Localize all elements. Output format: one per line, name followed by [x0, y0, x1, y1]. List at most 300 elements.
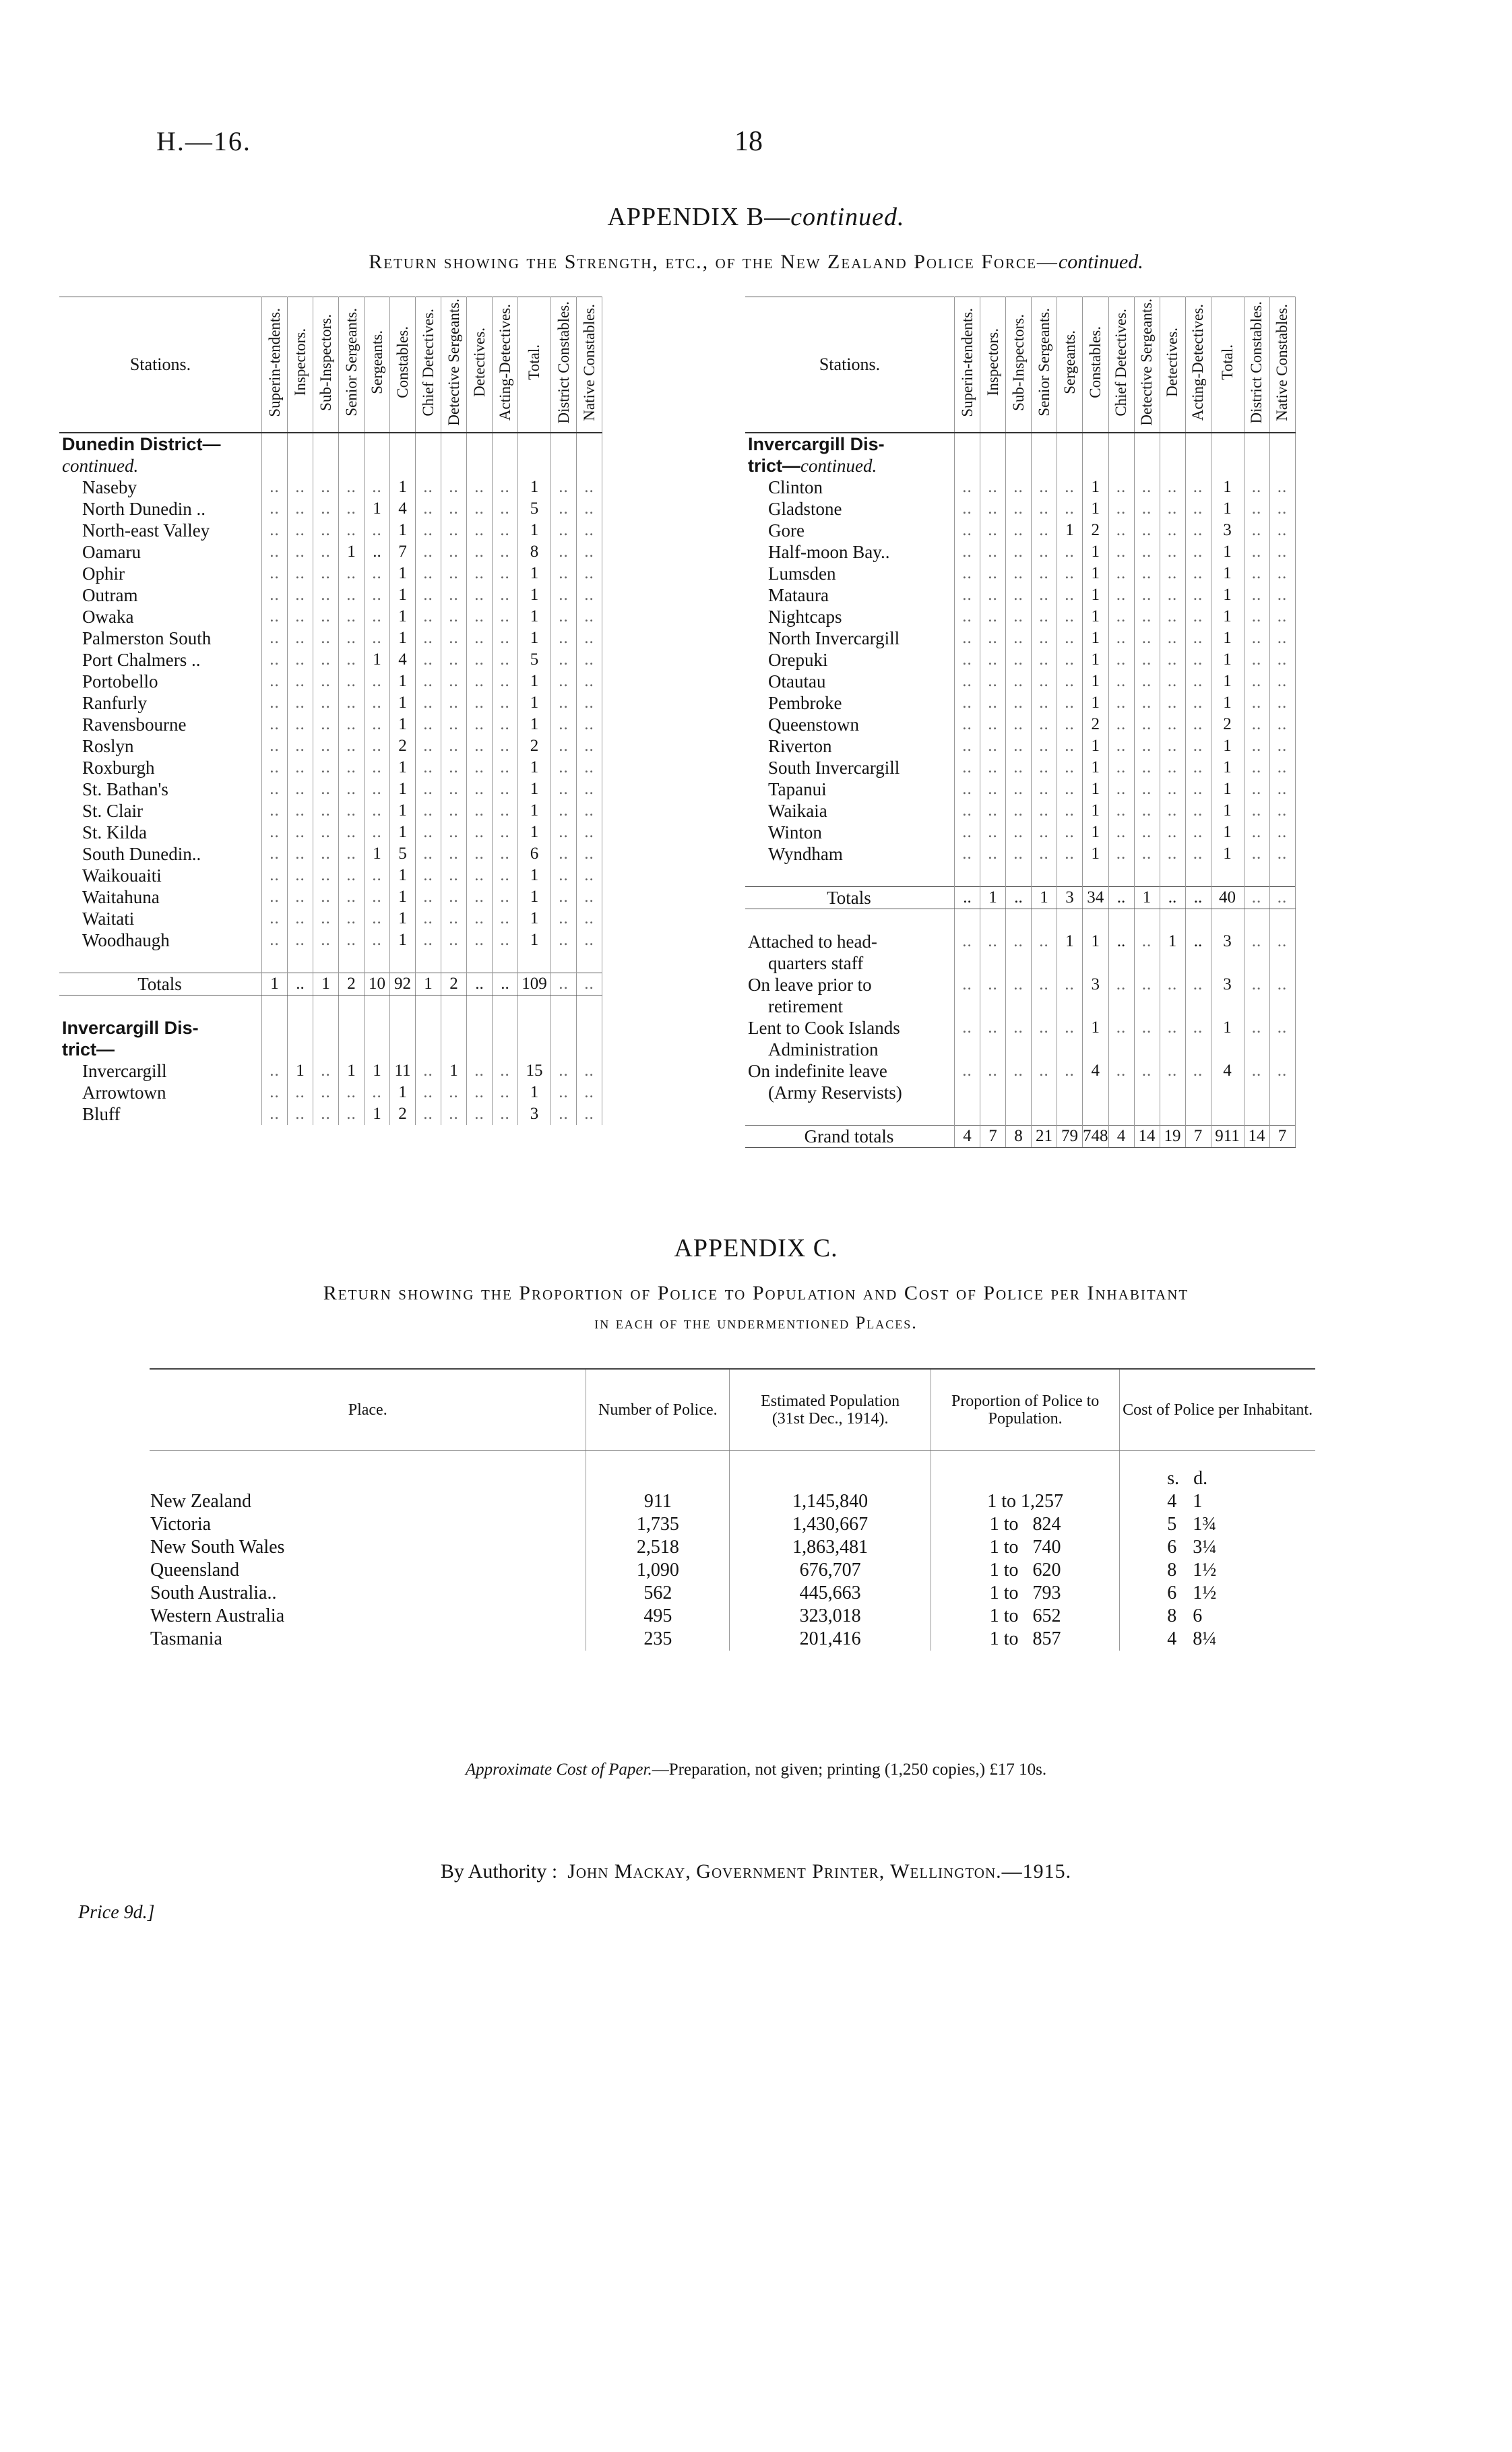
station-name: Arrowtown: [59, 1082, 262, 1103]
value-cell: ..: [1108, 1017, 1134, 1039]
value-cell: [1160, 1039, 1185, 1060]
value-cell: ..: [365, 584, 390, 606]
value-cell: ..: [1057, 735, 1083, 757]
table-row: [745, 477, 1295, 498]
value-cell: [1185, 455, 1211, 477]
value-cell: ..: [1134, 671, 1160, 692]
value-cell: ..: [1108, 757, 1134, 778]
pence: 1¾: [1193, 1514, 1217, 1535]
value-cell: [1083, 1039, 1109, 1060]
value-cell: [1185, 1039, 1211, 1060]
value-cell: [365, 995, 390, 1018]
unit-spacer: [730, 1451, 931, 1491]
value-cell: [262, 995, 288, 1018]
value-cell: [1057, 433, 1083, 455]
value-cell: ..: [1032, 498, 1057, 520]
value-cell: ..: [365, 714, 390, 735]
value-cell: [1134, 1039, 1160, 1060]
value-cell: ..: [467, 671, 493, 692]
value-cell: ..: [1032, 627, 1057, 649]
value-cell: [493, 455, 518, 477]
value-cell: ..: [577, 520, 602, 541]
value-cell: ..: [288, 541, 313, 563]
column-header: [1108, 297, 1134, 433]
value-cell: ..: [1108, 498, 1134, 520]
value-cell: ..: [416, 800, 441, 822]
value-cell: ..: [467, 649, 493, 671]
value-cell: ..: [1006, 606, 1032, 627]
value-cell: ..: [288, 714, 313, 735]
value-cell: ..: [467, 886, 493, 908]
header-row: [59, 297, 602, 433]
value-cell: 34: [1083, 887, 1109, 909]
value-cell: 1: [365, 498, 390, 520]
value-cell: ..: [980, 692, 1006, 714]
value-cell: ..: [577, 477, 602, 498]
strength-table-left: [59, 297, 602, 1125]
column-header-text: Acting-Detectives.: [1189, 303, 1206, 421]
document-code: H.—16.: [156, 126, 251, 156]
value-cell: ..: [1006, 671, 1032, 692]
value-cell: [441, 433, 467, 455]
value-cell: ..: [1057, 671, 1083, 692]
shillings: 6: [1167, 1537, 1177, 1558]
value-cell: ..: [441, 606, 467, 627]
value-cell: ..: [365, 735, 390, 757]
value-cell: ..: [493, 1082, 518, 1103]
value-cell: ..: [551, 1082, 577, 1103]
column-header: [1185, 297, 1211, 433]
table-row: [745, 931, 1295, 952]
appendix-b-return-text: Return showing the Strength, etc., of the New Zealand Police Force—: [369, 251, 1059, 273]
proportion-cell: 1 to 793: [931, 1582, 1120, 1605]
table-row: [59, 843, 602, 865]
table-row: [150, 1559, 1315, 1582]
value-cell: [1211, 952, 1244, 974]
value-cell: ..: [955, 931, 980, 952]
value-cell: ..: [980, 520, 1006, 541]
value-cell: 1: [390, 671, 416, 692]
value-cell: ..: [365, 692, 390, 714]
value-cell: [551, 455, 577, 477]
value-cell: 1: [390, 563, 416, 584]
column-header: [577, 297, 602, 433]
station-name: Half-moon Bay..: [745, 541, 955, 563]
station-name: Portobello: [59, 671, 262, 692]
value-cell: [441, 1039, 467, 1060]
value-cell: [493, 1017, 518, 1039]
cost-cell: [1120, 1605, 1315, 1628]
value-cell: [1134, 455, 1160, 477]
column-header-text: Chief Detectives.: [419, 308, 437, 417]
value-cell: ..: [339, 822, 365, 843]
table-row: [59, 541, 602, 563]
value-cell: ..: [1057, 800, 1083, 822]
value-cell: [1083, 865, 1109, 887]
pence: 1½: [1193, 1560, 1217, 1581]
value-cell: ..: [1006, 1060, 1032, 1082]
table-row: [59, 778, 602, 800]
value-cell: ..: [493, 973, 518, 995]
value-cell: [1134, 995, 1160, 1017]
value-cell: [1269, 1082, 1295, 1103]
value-cell: ..: [467, 843, 493, 865]
value-cell: [262, 951, 288, 973]
value-cell: [416, 1039, 441, 1060]
value-cell: ..: [262, 692, 288, 714]
value-cell: ..: [980, 1060, 1006, 1082]
value-cell: ..: [467, 865, 493, 886]
value-cell: ..: [288, 843, 313, 865]
column-header: [1244, 297, 1269, 433]
column-header-text: Native Constables.: [580, 303, 598, 421]
value-cell: [1211, 1039, 1244, 1060]
value-cell: ..: [339, 778, 365, 800]
value-cell: ..: [1032, 606, 1057, 627]
value-cell: ..: [980, 800, 1006, 822]
value-cell: ..: [1160, 778, 1185, 800]
value-cell: 1: [390, 778, 416, 800]
value-cell: ..: [365, 520, 390, 541]
column-header-text: District Constables.: [1248, 301, 1265, 424]
table-row: [59, 1103, 602, 1125]
value-cell: ..: [1160, 671, 1185, 692]
authority-prefix: By Authority :: [440, 1860, 558, 1882]
value-cell: ..: [1108, 671, 1134, 692]
value-cell: 3: [518, 1103, 551, 1125]
value-cell: ..: [1134, 1017, 1160, 1039]
station-name: Waikaia: [745, 800, 955, 822]
value-cell: ..: [288, 520, 313, 541]
place-cell: Queensland: [150, 1559, 586, 1582]
value-cell: ..: [577, 843, 602, 865]
value-cell: ..: [1160, 692, 1185, 714]
value-cell: ..: [493, 671, 518, 692]
value-cell: 7: [1269, 1126, 1295, 1148]
value-cell: ..: [1185, 735, 1211, 757]
value-cell: ..: [493, 735, 518, 757]
station-name: Ranfurly: [59, 692, 262, 714]
value-cell: 1: [262, 973, 288, 995]
district-name: trict—: [748, 456, 801, 476]
cost-cell: [1120, 1628, 1315, 1651]
station-name: Grand totals: [745, 1126, 955, 1148]
station-name: Roxburgh: [59, 757, 262, 778]
value-cell: ..: [1269, 563, 1295, 584]
value-cell: ..: [365, 627, 390, 649]
value-cell: [1083, 995, 1109, 1017]
value-cell: ..: [441, 649, 467, 671]
value-cell: ..: [365, 908, 390, 929]
station-name: retirement: [745, 995, 955, 1017]
value-cell: [1185, 1103, 1211, 1126]
value-cell: 5: [518, 649, 551, 671]
value-cell: [518, 455, 551, 477]
value-cell: 2: [441, 973, 467, 995]
header-proportion: Proportion of Police to Population.: [931, 1369, 1120, 1451]
value-cell: ..: [1032, 520, 1057, 541]
value-cell: 1: [1211, 735, 1244, 757]
table-row: [745, 974, 1295, 995]
value-cell: ..: [551, 627, 577, 649]
value-cell: ..: [1006, 477, 1032, 498]
value-cell: [1211, 1103, 1244, 1126]
station-name: Ophir: [59, 563, 262, 584]
value-cell: ..: [980, 735, 1006, 757]
value-cell: ..: [339, 477, 365, 498]
table-row: [745, 714, 1295, 735]
station-name: South Dunedin..: [59, 843, 262, 865]
value-cell: ..: [441, 498, 467, 520]
value-cell: ..: [1269, 800, 1295, 822]
value-cell: ..: [262, 649, 288, 671]
value-cell: ..: [551, 865, 577, 886]
value-cell: ..: [339, 584, 365, 606]
value-cell: [416, 1017, 441, 1039]
value-cell: ..: [467, 757, 493, 778]
value-cell: ..: [1269, 757, 1295, 778]
cost-cell: [1120, 1559, 1315, 1582]
table-row: [745, 865, 1295, 887]
value-cell: ..: [1244, 584, 1269, 606]
table-row: [59, 477, 602, 498]
table-row: [150, 1582, 1315, 1605]
table-row: [745, 1103, 1295, 1126]
value-cell: ..: [441, 584, 467, 606]
value-cell: 1: [390, 886, 416, 908]
proportion-cell: 1 to 620: [931, 1559, 1120, 1582]
value-cell: ..: [551, 973, 577, 995]
proportion-table: [150, 1368, 1315, 1651]
value-cell: 1: [339, 541, 365, 563]
value-cell: ..: [1269, 671, 1295, 692]
appendix-c-title: APPENDIX C.: [674, 1234, 838, 1262]
approx-cost-label: Approximate Cost of Paper.: [465, 1760, 652, 1779]
value-cell: [1108, 865, 1134, 887]
value-cell: ..: [1057, 974, 1083, 995]
station-name: Bluff: [59, 1103, 262, 1125]
column-header-text: Senior Sergeants.: [342, 308, 360, 417]
value-cell: [518, 1039, 551, 1060]
value-cell: ..: [577, 584, 602, 606]
value-cell: ..: [441, 929, 467, 951]
value-cell: ..: [551, 606, 577, 627]
value-cell: 1: [518, 865, 551, 886]
value-cell: ..: [467, 714, 493, 735]
station-name: Attached to head-: [745, 931, 955, 952]
column-header-text: Native Constables.: [1273, 303, 1290, 421]
value-cell: [493, 1039, 518, 1060]
value-cell: ..: [1057, 778, 1083, 800]
value-cell: ..: [365, 757, 390, 778]
value-cell: 1: [1083, 671, 1109, 692]
value-cell: ..: [955, 843, 980, 865]
value-cell: ..: [577, 778, 602, 800]
value-cell: ..: [467, 606, 493, 627]
value-cell: ..: [1160, 714, 1185, 735]
value-cell: 1: [1211, 649, 1244, 671]
value-cell: 911: [1211, 1126, 1244, 1148]
value-cell: ..: [339, 520, 365, 541]
value-cell: ..: [262, 498, 288, 520]
value-cell: 2: [1211, 714, 1244, 735]
value-cell: ..: [1244, 800, 1269, 822]
value-cell: 1: [390, 692, 416, 714]
value-cell: [955, 995, 980, 1017]
table-row: [745, 520, 1295, 541]
value-cell: [1211, 865, 1244, 887]
appendix-c-subtitle-2: in each of the undermentioned Places.: [594, 1313, 918, 1332]
value-cell: [1057, 1039, 1083, 1060]
unit-shillings: s.: [1167, 1468, 1180, 1489]
table-row: [59, 1017, 602, 1039]
value-cell: ..: [365, 671, 390, 692]
value-cell: 1: [441, 1060, 467, 1082]
value-cell: [441, 455, 467, 477]
value-cell: ..: [262, 778, 288, 800]
value-cell: ..: [1057, 563, 1083, 584]
value-cell: [1160, 909, 1185, 931]
value-cell: ..: [1269, 1060, 1295, 1082]
value-cell: [1083, 952, 1109, 974]
value-cell: ..: [1134, 477, 1160, 498]
value-cell: ..: [1032, 477, 1057, 498]
value-cell: ..: [1057, 498, 1083, 520]
station-name: trict—: [59, 1039, 262, 1060]
station-name: Waikouaiti: [59, 865, 262, 886]
value-cell: [441, 1017, 467, 1039]
value-cell: [1032, 865, 1057, 887]
value-cell: ..: [313, 563, 339, 584]
value-cell: [313, 433, 339, 455]
value-cell: ..: [313, 1060, 339, 1082]
value-cell: 1: [518, 929, 551, 951]
table-row: [59, 671, 602, 692]
value-cell: 1: [1083, 477, 1109, 498]
value-cell: [390, 433, 416, 455]
value-cell: ..: [1269, 974, 1295, 995]
value-cell: ..: [955, 692, 980, 714]
value-cell: 1: [365, 1060, 390, 1082]
value-cell: ..: [1057, 757, 1083, 778]
value-cell: 8: [1006, 1126, 1032, 1148]
value-cell: 1: [1083, 584, 1109, 606]
value-cell: 1: [1083, 822, 1109, 843]
value-cell: ..: [955, 714, 980, 735]
station-name: St. Clair: [59, 800, 262, 822]
value-cell: ..: [577, 822, 602, 843]
station-name: Port Chalmers ..: [59, 649, 262, 671]
value-cell: ..: [288, 865, 313, 886]
value-cell: ..: [1269, 778, 1295, 800]
value-cell: [980, 909, 1006, 931]
value-cell: ..: [416, 886, 441, 908]
column-header-text: Detective Sergeants.: [445, 299, 462, 426]
value-cell: ..: [955, 800, 980, 822]
value-cell: ..: [467, 563, 493, 584]
value-cell: 1: [1057, 931, 1083, 952]
value-cell: ..: [1185, 563, 1211, 584]
value-cell: ..: [467, 908, 493, 929]
police-count-cell: 495: [586, 1605, 730, 1628]
value-cell: ..: [1185, 606, 1211, 627]
value-cell: ..: [262, 520, 288, 541]
district-continued: continued.: [800, 456, 877, 476]
value-cell: 1: [390, 714, 416, 735]
station-name: Tapanui: [745, 778, 955, 800]
value-cell: ..: [551, 886, 577, 908]
proportion-cell: 1 to 652: [931, 1605, 1120, 1628]
value-cell: 1: [518, 908, 551, 929]
value-cell: ..: [1006, 541, 1032, 563]
value-cell: ..: [577, 800, 602, 822]
value-cell: ..: [551, 649, 577, 671]
value-cell: 14: [1134, 1126, 1160, 1148]
column-header: [955, 297, 980, 433]
value-cell: ..: [493, 714, 518, 735]
shillings: 8: [1167, 1560, 1177, 1581]
value-cell: [1160, 995, 1185, 1017]
value-cell: 6: [518, 843, 551, 865]
approx-cost-text: —Preparation, not given; printing (1,250 copies,) £17 10s.: [652, 1760, 1047, 1779]
table-row: [59, 714, 602, 735]
value-cell: [1185, 909, 1211, 931]
value-cell: ..: [1134, 822, 1160, 843]
table-row: [745, 649, 1295, 671]
price: Price 9d.]: [78, 1902, 155, 1923]
value-cell: [1160, 865, 1185, 887]
value-cell: ..: [339, 929, 365, 951]
value-cell: ..: [1160, 800, 1185, 822]
value-cell: ..: [288, 627, 313, 649]
value-cell: ..: [365, 800, 390, 822]
station-name: On leave prior to: [745, 974, 955, 995]
value-cell: [467, 995, 493, 1018]
table-row: [745, 909, 1295, 931]
value-cell: [1269, 1039, 1295, 1060]
value-cell: ..: [416, 778, 441, 800]
value-cell: ..: [1160, 498, 1185, 520]
value-cell: ..: [1244, 735, 1269, 757]
value-cell: ..: [493, 886, 518, 908]
value-cell: ..: [416, 692, 441, 714]
value-cell: [1134, 865, 1160, 887]
value-cell: 4: [390, 498, 416, 520]
value-cell: ..: [980, 477, 1006, 498]
value-cell: ..: [1244, 649, 1269, 671]
value-cell: [1211, 455, 1244, 477]
value-cell: ..: [577, 692, 602, 714]
value-cell: ..: [1006, 498, 1032, 520]
value-cell: ..: [1269, 1017, 1295, 1039]
table-row: [745, 757, 1295, 778]
value-cell: 1: [365, 1103, 390, 1125]
value-cell: [288, 433, 313, 455]
value-cell: 40: [1211, 887, 1244, 909]
value-cell: ..: [1108, 584, 1134, 606]
value-cell: 1: [1211, 606, 1244, 627]
value-cell: ..: [1160, 1060, 1185, 1082]
value-cell: [1211, 995, 1244, 1017]
value-cell: ..: [467, 1060, 493, 1082]
station-name: [745, 455, 955, 477]
station-name: South Invercargill: [745, 757, 955, 778]
place-cell: Tasmania: [150, 1628, 586, 1651]
value-cell: ..: [1032, 735, 1057, 757]
table-row: [59, 908, 602, 929]
shillings: 5: [1167, 1514, 1177, 1535]
value-cell: 1: [518, 692, 551, 714]
